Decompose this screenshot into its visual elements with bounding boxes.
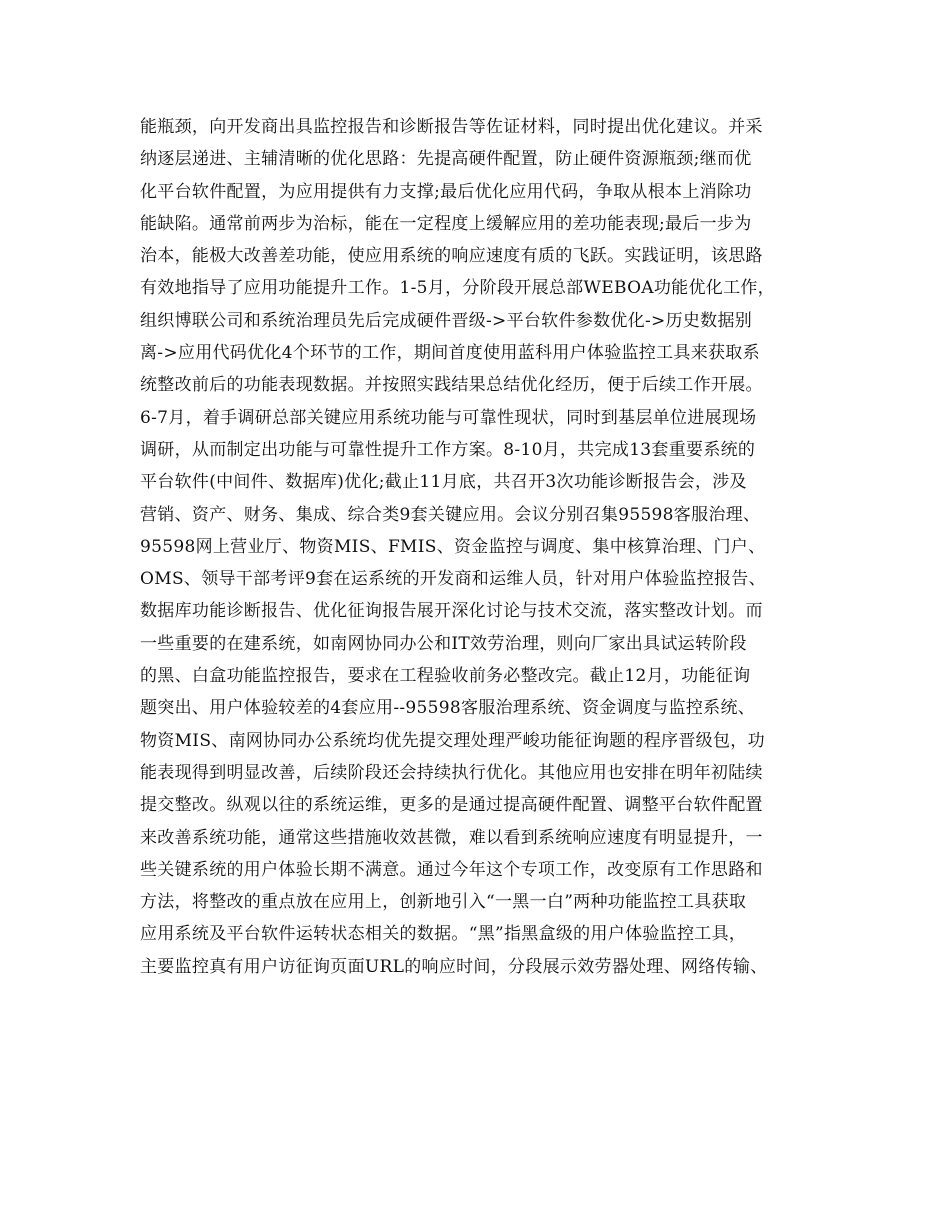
- text-line-2: 纳逐层递进、主辅清晰的优化思路：先提高硬件配置，防止硬件资源瓶颈;继而优: [140, 149, 752, 170]
- text-line-13: 营销、资产、财务、集成、综合类9套关键应用。会议分别召集95598客服治理、: [140, 504, 761, 525]
- text-line-4: 能缺陷。通常前两步为治标，能在一定程度上缓解应用的差功能表现;最后一步为: [140, 213, 752, 234]
- text-line-14: 95598网上营业厅、物资MIS、FMIS、资金监控与调度、集中核算治理、门户、: [140, 536, 766, 557]
- text-line-3: 化平台软件配置，为应用提供有力支撑;最后优化应用代码，争取从根本上消除功: [140, 181, 752, 202]
- text-line-25: 方法，将整改的重点放在应用上，创新地引入“一黑一白”两种功能监控工具获取: [140, 892, 747, 913]
- text-line-9: 统整改前后的功能表现数据。并按照实践结果总结优化经历，便于后续工作开展。: [140, 375, 763, 396]
- text-line-1: 能瓶颈，向开发商出具监控报告和诊断报告等佐证材料，同时提出优化建议。并采: [140, 117, 763, 137]
- text-line-12: 平台软件(中间件、数据库)优化;截止11月底，共召开3次功能诊断报告会，涉及: [140, 472, 747, 493]
- text-line-17: 一些重要的在建系统，如南网协同办公和IT效劳治理，则向厂家出具试运转阶段: [140, 633, 747, 654]
- text-line-23: 来改善系统功能，通常这些措施收效甚微，难以看到系统响应速度有明显提升，一: [140, 827, 763, 848]
- text-line-21: 能表现得到明显改善，后续阶段还会持续执行优化。其他应用也安排在明年初陆续: [140, 762, 763, 783]
- text-line-11: 调研，从而制定出功能与可靠性提升工作方案。8-10月，共完成13套重要系统的: [140, 439, 756, 460]
- text-line-10: 6-7月，着手调研总部关键应用系统功能与可靠性现状，同时到基层单位进展现场: [140, 407, 757, 428]
- text-line-7: 组织博联公司和系统治理员先后完成硬件晋级->平台软件参数优化->历史数据别: [140, 310, 753, 331]
- text-line-27: 主要监控真有用户访征询页面URL的响应时间，分段展示效劳器处理、网络传输、: [140, 956, 768, 977]
- text-line-20: 物资MIS、南网协同办公系统均优先提交理处理严峻功能征询题的程序晋级包，功: [140, 730, 765, 751]
- text-line-5: 治本，能极大改善差功能，使应用系统的响应速度有质的飞跃。实践证明，该思路: [140, 246, 763, 267]
- text-line-24: 些关键系统的用户体验长期不满意。通过今年这个专项工作，改变原有工作思路和: [140, 859, 763, 880]
- text-line-8: 离->应用代码优化4个环节的工作，期间首度使用蓝科用户体验监控工具来获取系: [140, 343, 760, 364]
- text-line-6: 有效地指导了应用功能提升工作。1-5月，分阶段开展总部WEBOA功能优化工作，: [140, 278, 775, 299]
- body-text: [140, 111, 830, 983]
- text-line-18: 的黑、白盒功能监控报告，要求在工程验收前务必整改完。截止12月，功能征询: [140, 666, 751, 687]
- text-line-19: 题突出、用户体验较差的4套应用--95598客服治理系统、资金调度与监控系统、: [140, 698, 756, 719]
- text-line-15: OMS、领导干部考评9套在运系统的开发商和运维人员，针对用户体验监控报告、: [140, 569, 766, 590]
- text-line-22: 提交整改。纵观以往的系统运维，更多的是通过提高硬件配置、调整平台软件配置: [140, 795, 763, 816]
- text-line-16: 数据库功能诊断报告、优化征询报告展开深化讨论与技术交流，落实整改计划。而: [140, 601, 763, 622]
- text-line-26: 应用系统及平台软件运转状态相关的数据。“黑”指黑盒级的用户体验监控工具，: [140, 924, 747, 945]
